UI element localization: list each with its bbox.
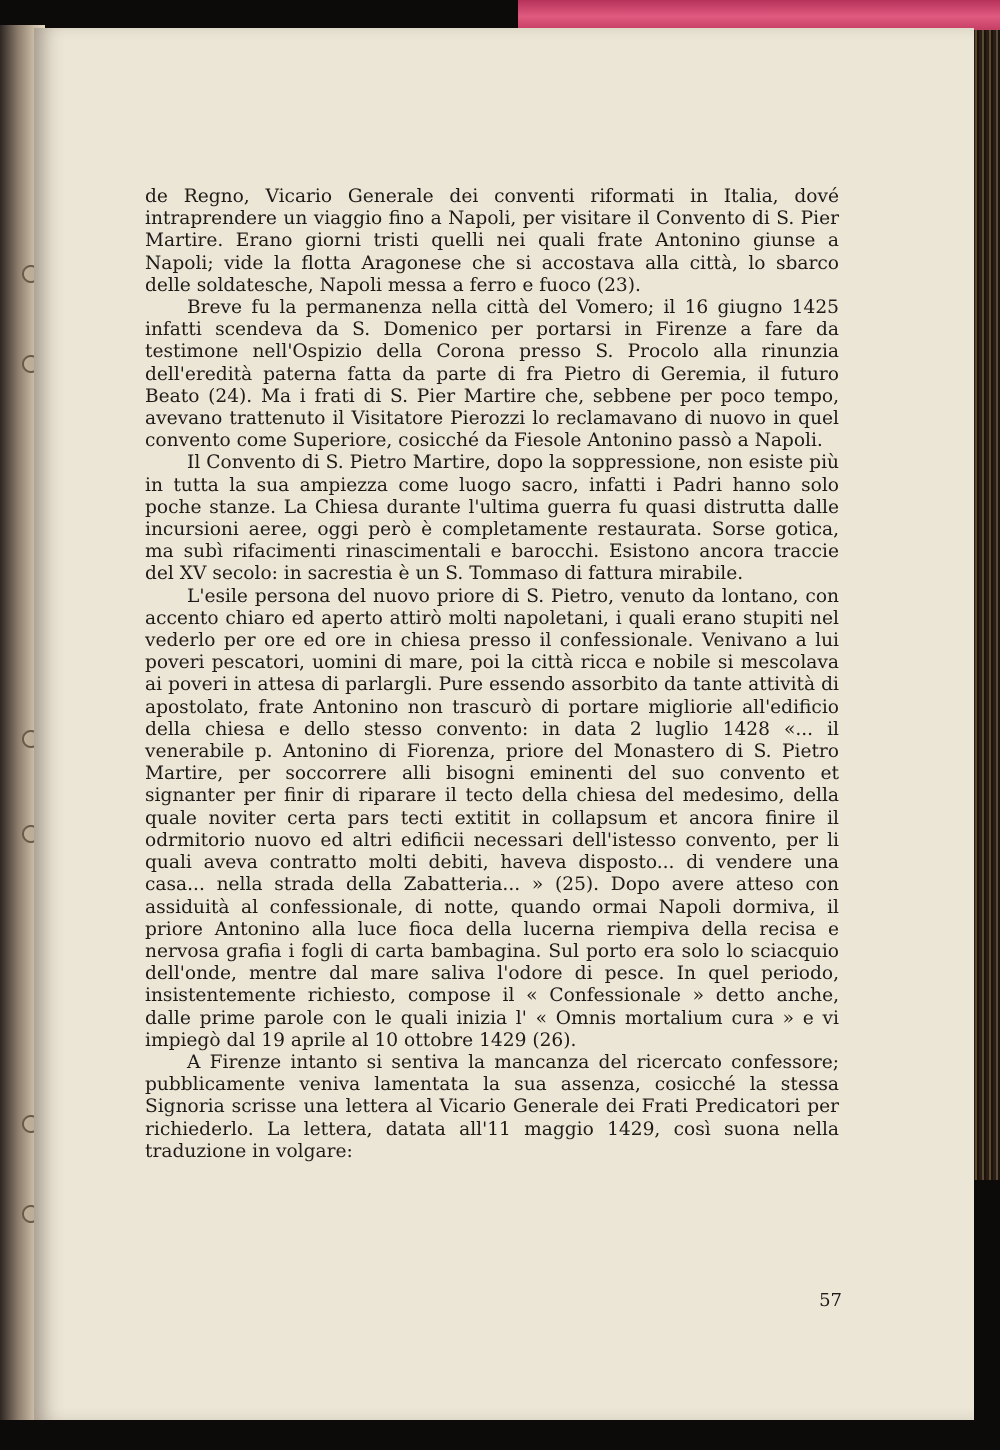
paragraph: A Firenze intanto si sentiva la mancanza del ricercato confessore; pubblicamente veniva lamentata la sua assenza, cosicché la stessa Signoria scrisse una lettera al Vicario Generale dei Frati Predicatori per richiederlo. La lettera, datata all'11 maggio 1429, così suona nella traduzione in volgare: — [145, 1051, 839, 1162]
paragraph: Il Convento di S. Pietro Martire, dopo la soppressione, non esiste più in tutta la sua ampiezza come luogo sacro, infatti i Padri hanno solo poche stanze. La Chiesa durante l'ultima guerra fu quasi distrutta dalle incursioni aeree, oggi però è completamente restaurata. Sorse gotica, ma subì rifacimenti rinascimentali e barocchi. Esistono ancora traccie del XV secolo: in sacrestia è un S. Tommaso di fattura mirabile. — [145, 452, 839, 585]
page-number: 57 — [819, 1290, 842, 1311]
bookmark-ribbon — [518, 0, 1000, 30]
paragraph: Breve fu la permanenza nella città del Vomero; il 16 giugno 1425 infatti scendeva da S. Domenico per portarsi in Firenze a fare da testimone nell'Ospizio della Corona presso S. Procolo alla rinunzia dell'eredità paterna fatta da parte di fra Pietro di Geremia, il futuro Beato (24). Ma i frati di S. Pier Martire che, sebbene per poco tempo, avevano trattenuto il Visitatore Pierozzi lo reclamavano di nuovo in quel convento come Superiore, cosicché da Fiesole Antonino passò a Napoli. — [145, 297, 839, 452]
paragraph: de Regno, Vicario Generale dei conventi riformati in Italia, dové intraprendere un viaggio fino a Napoli, per visitare il Convento di S. Pier Martire. Erano giorni tristi quelli nei quali frate Antonino giunse a Napoli; vide la flotta Aragonese che si accostava alla città, lo sbarco delle soldatesche, Napoli messa a ferro e fuoco (23). — [145, 186, 839, 296]
page-fore-edge — [972, 30, 1000, 1180]
paragraph: L'esile persona del nuovo priore di S. Pietro, venuto da lontano, con accento chiaro ed aperto attirò molti napoletani, i quali erano stupiti nel vederlo per ore ed ore in chiesa presso il confessionale. Venivano a lui poveri pescatori, uomini di mare, poi la città ricca e nobile si mescolava ai poveri in attesa di parlargli. Pure essendo assorbito da tante attività di apostolato, frate Antonino non trascurò di portare migliorie all'edificio della chiesa e dello stesso convento: in data 2 luglio 1428 «... il venerabile p. Antonino di Fiorenza, priore del Monastero di S. Pietro Martire, per soccorrere alli bisogni eminenti del suo convento et signanter per finir di riparare il tecto della chiesa del medesimo, della quale noviter certa pars tecti extitit in collapsum et ancora finire il odrmitorio nuovo ed altri edificii necessari dell'istesso convento, per li quali aveva contratto molti debiti, haveva disposto... di vendere una casa... nella strada della Zabatteria... » (25). Dopo avere atteso con assiduità al confessionale, di notte, quando ormai Napoli dormiva, il priore Antonino alla luce fioca della lucerna riempiva della recisa e nervosa grafia i fogli di carta bambagina. Sul porto era solo lo sciacquio dell'onde, mentre dal mare saliva l'odore di pesce. In quel periodo, insistentemente richiesto, compose il « Confessionale » detto anche, dalle prime parole con le quali inizia l' « Omnis mortalium cura » e vi impiegò dal 19 aprile al 10 ottobre 1429 (26). — [145, 585, 839, 1051]
body-text — [145, 186, 839, 1163]
